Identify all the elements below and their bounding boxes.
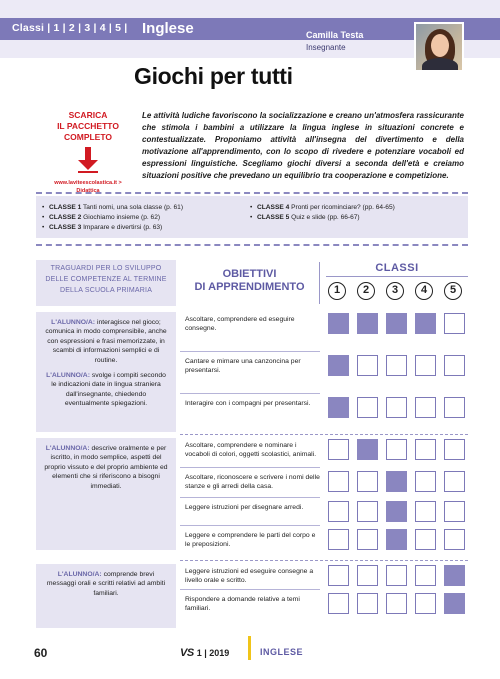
class-cell-1 bbox=[328, 313, 349, 334]
class-cell-2 bbox=[357, 355, 378, 376]
objective-text: Leggere istruzioni per disegnare arredi. bbox=[185, 504, 304, 511]
row-divider bbox=[180, 525, 320, 526]
class-cell-4 bbox=[415, 471, 436, 492]
class-cell-3 bbox=[386, 501, 407, 522]
footer-subject: INGLESE bbox=[260, 647, 304, 657]
class-cell-5 bbox=[444, 397, 465, 418]
classi-label-header: CLASSI bbox=[375, 262, 419, 274]
class-cell-3 bbox=[386, 471, 407, 492]
class-number-4: 4 bbox=[415, 282, 433, 300]
traguardo-text bbox=[44, 318, 168, 365]
row-divider bbox=[180, 589, 320, 590]
class-number-3: 3 bbox=[386, 282, 404, 300]
objective-text: Ascoltare, comprendere e nominare i vocaboli di colori, oggetti scolastici, animali. bbox=[185, 442, 317, 458]
traguardo-text bbox=[44, 371, 168, 409]
page-number: 60 bbox=[34, 646, 48, 660]
objective-text: Leggere e comprendere le parti del corpo e le preposizioni. bbox=[185, 532, 316, 548]
class-cell-2 bbox=[357, 471, 378, 492]
traguardo-body: interagisce nel gioco; comunica in modo comprensibile, anche con espressioni e frasi memorizzate, in scambi di informazioni semplici e di routine. bbox=[45, 319, 167, 364]
objective-text: Ascoltare, comprendere ed eseguire consegne. bbox=[185, 316, 295, 332]
class-cell-5 bbox=[444, 355, 465, 376]
class-number-2: 2 bbox=[357, 282, 375, 300]
class-cell-1 bbox=[328, 471, 349, 492]
alunno-tag: L'ALUNNO/A: bbox=[45, 445, 90, 452]
group-separator bbox=[180, 434, 468, 435]
class-cell-2 bbox=[357, 313, 378, 334]
class-cell-4 bbox=[415, 529, 436, 550]
class-cell-2 bbox=[357, 565, 378, 586]
class-number-1: 1 bbox=[328, 282, 346, 300]
class-cell-4 bbox=[415, 355, 436, 376]
class-cell-4 bbox=[415, 593, 436, 614]
class-cell-3 bbox=[386, 355, 407, 376]
class-cell-5 bbox=[444, 471, 465, 492]
objective-text: Leggere istruzioni ed eseguire consegne a livello orale e scritto. bbox=[185, 568, 314, 584]
classi-header bbox=[326, 262, 468, 304]
class-cell-4 bbox=[415, 439, 436, 460]
classi-label: Classi | 1 | 2 | 3 | 4 | 5 | bbox=[12, 22, 128, 34]
obiettivi-header: OBIETTIVI DI APPRENDIMENTO bbox=[180, 262, 320, 304]
traguardo-text bbox=[44, 444, 168, 491]
row-divider bbox=[180, 351, 320, 352]
download-title-3: COMPLETO bbox=[63, 132, 112, 142]
class-cell-2 bbox=[357, 501, 378, 522]
class-cell-3 bbox=[386, 313, 407, 334]
alunno-tag: L'ALUNNO/A: bbox=[51, 319, 96, 326]
class-number-5: 5 bbox=[444, 282, 462, 300]
class-item: • CLASSE 4 Pronti per ricominciare? (pp. 64-65) bbox=[250, 204, 395, 211]
class-cell-3 bbox=[386, 529, 407, 550]
class-cell-3 bbox=[386, 439, 407, 460]
author-photo bbox=[414, 22, 464, 72]
traguardo-body: descrive oralmente e per iscritto, in modo semplice, aspetti del proprio vissuto e del proprio ambiente ed elementi che si riferiscono a bisogni immediati. bbox=[44, 445, 168, 490]
divider-bottom bbox=[36, 244, 468, 246]
intro-text: Le attività ludiche favoriscono la socializzazione e creano un'atmosfera rassicurante che stimola i bambini a utilizzare la lingua inglese in situazioni concrete e contestualizzate. Proponiamo attività all'insegna del divertimento e della motivazione all'apprendimento, con lo scopo di rivedere e potenziare vocaboli ed espressioni linguistiche. Scegliamo giochi diversi a seconda dell'età e creiamo situazioni positive che prevedano un equilibrio tra cooperazione e competizione. bbox=[142, 111, 464, 180]
class-cell-5 bbox=[444, 439, 465, 460]
objective-text: Ascoltare, riconoscere e scrivere i nomi delle stanze e gli arredi della casa. bbox=[185, 474, 320, 490]
class-cell-1 bbox=[328, 565, 349, 586]
class-cell-1 bbox=[328, 501, 349, 522]
group-separator bbox=[180, 560, 468, 561]
class-item: • CLASSE 5 Quiz e slide (pp. 66-67) bbox=[250, 214, 360, 221]
class-list-right bbox=[250, 203, 395, 223]
class-cell-5 bbox=[444, 529, 465, 550]
alunno-tag: L'ALUNNO/A: bbox=[57, 571, 102, 578]
objective-text: Interagire con i compagni per presentarsi. bbox=[185, 400, 311, 407]
download-title-2: IL PACCHETTO bbox=[57, 121, 119, 131]
class-list-left bbox=[42, 203, 183, 233]
class-cell-5 bbox=[444, 565, 465, 586]
class-cell-1 bbox=[328, 529, 349, 550]
class-cell-4 bbox=[415, 501, 436, 522]
issue-number: 1 | 2019 bbox=[196, 648, 230, 658]
class-cell-2 bbox=[357, 593, 378, 614]
traguardo-text bbox=[44, 570, 168, 598]
download-link-section[interactable]: Didattica bbox=[76, 188, 100, 194]
class-cell-1 bbox=[328, 439, 349, 460]
class-cell-2 bbox=[357, 529, 378, 550]
magazine-logo: VS bbox=[180, 647, 194, 659]
subject-title: Inglese bbox=[142, 20, 194, 37]
objective-text: Cantare e mimare una canzoncina per presentarsi. bbox=[185, 358, 301, 374]
row-divider bbox=[180, 497, 320, 498]
row-divider bbox=[180, 393, 320, 394]
divider-top bbox=[36, 192, 468, 194]
traguardo-body: comprende brevi messaggi orali e scritti relativi ad ambiti familiari. bbox=[46, 571, 166, 597]
class-cell-2 bbox=[357, 439, 378, 460]
class-cell-1 bbox=[328, 355, 349, 376]
traguardi-box bbox=[36, 564, 176, 628]
class-cell-5 bbox=[444, 313, 465, 334]
class-item: • CLASSE 1 Tanti nomi, una sola classe (p. 61) bbox=[42, 204, 184, 211]
footer-divider bbox=[248, 636, 251, 660]
class-cell-3 bbox=[386, 565, 407, 586]
class-cell-5 bbox=[444, 593, 465, 614]
traguardi-box bbox=[36, 312, 176, 432]
class-cell-1 bbox=[328, 397, 349, 418]
traguardi-header: TRAGUARDI PER LO SVILUPPO DELLE COMPETENZE AL TERMINE DELLA SCUOLA PRIMARIA bbox=[36, 260, 176, 306]
class-cell-5 bbox=[444, 501, 465, 522]
class-cell-4 bbox=[415, 313, 436, 334]
row-divider bbox=[180, 467, 320, 468]
download-link-url[interactable]: www.laviteescolastica.it > bbox=[54, 180, 122, 186]
class-cell-3 bbox=[386, 397, 407, 418]
class-cell-4 bbox=[415, 565, 436, 586]
class-cell-3 bbox=[386, 593, 407, 614]
author-role: Insegnante bbox=[306, 43, 346, 52]
traguardi-box bbox=[36, 438, 176, 550]
class-cell-1 bbox=[328, 593, 349, 614]
download-box[interactable] bbox=[46, 110, 130, 195]
magazine-issue bbox=[180, 647, 229, 659]
author-name: Camilla Testa bbox=[306, 30, 364, 40]
objective-text: Rispondere a domande relative a temi familiari. bbox=[185, 596, 300, 612]
page-title: Giochi per tutti bbox=[134, 63, 293, 89]
download-title-1: SCARICA bbox=[68, 110, 108, 120]
class-cell-4 bbox=[415, 397, 436, 418]
traguardo-body: svolge i compiti secondo le indicazioni date in lingua straniera dall'insegnante, chiedendo eventualmente spiegazioni. bbox=[51, 372, 166, 408]
alunno-tag: L'ALUNNO/A: bbox=[46, 372, 90, 380]
download-arrow-icon bbox=[78, 147, 98, 173]
class-item: • CLASSE 2 Giochiamo insieme (p. 62) bbox=[42, 214, 161, 221]
class-item: • CLASSE 3 Imparare e divertirsi (p. 63) bbox=[42, 224, 163, 231]
class-cell-2 bbox=[357, 397, 378, 418]
